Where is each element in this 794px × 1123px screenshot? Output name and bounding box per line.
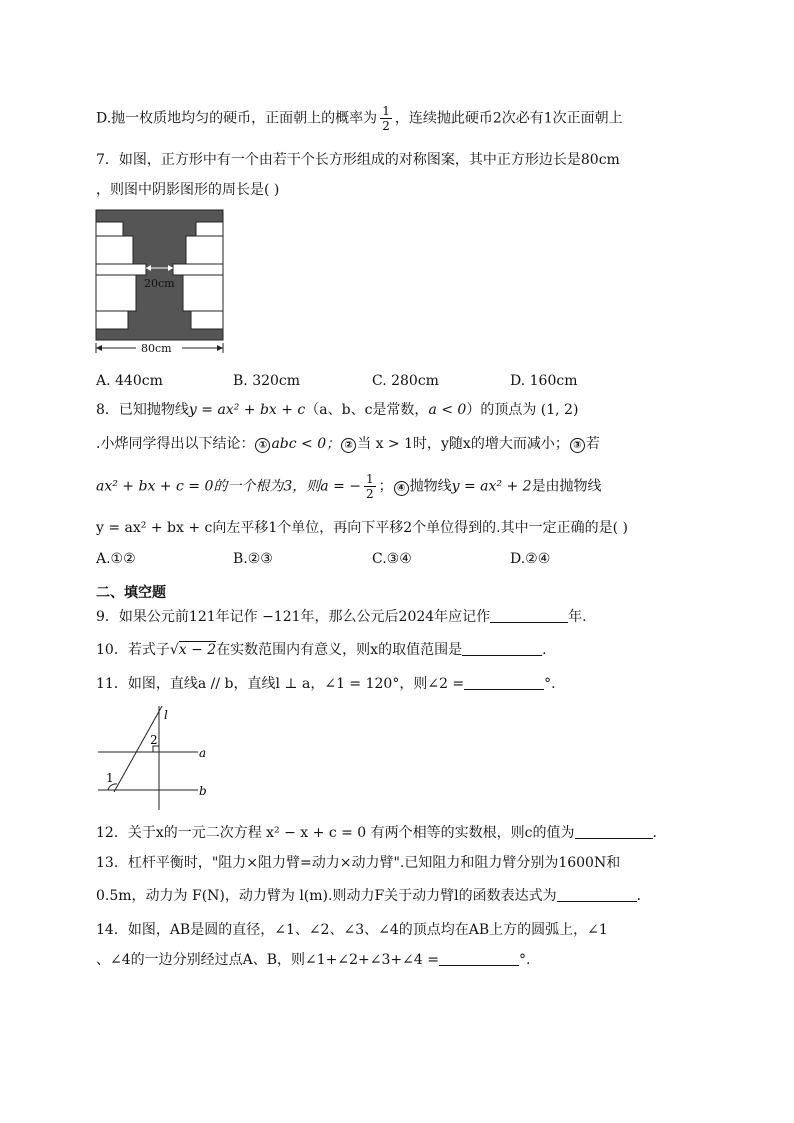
q13-answer-blank [557, 887, 637, 902]
q9-answer-blank [490, 608, 568, 623]
q8-option-b: B.②③ [233, 551, 273, 567]
q6-d-prefix: D.抛一枚质地均匀的硬币，正面朝上的概率为 [96, 110, 378, 127]
q13-line2: 0.5m，动力为 F(N)，动力臂为 l(m).则动力F关于动力臂l的函数表达式为 . [96, 888, 642, 904]
q7-option-a: A. 440cm [96, 373, 163, 389]
q8-fraction: $\frac{1}{2}$ [365, 472, 374, 501]
q6-d-suffix: ，连续抛此硬币2次必有1次正面朝上 [394, 110, 623, 127]
circled-4-icon: ④ [394, 481, 409, 496]
q9: 9．如果公元前121年记作 −121年，那么公元后2024年应记作 年. [96, 609, 587, 625]
circled-3-icon: ③ [570, 438, 585, 453]
q7-line2: ，则图中阴影图形的周长是( ) [96, 182, 280, 198]
q14-answer-blank [439, 951, 519, 966]
q12: 12．关于x的一元二次方程 x² − x + c = 0 有两个相等的实数根，则c的值为 . [96, 825, 657, 841]
q7-option-b: B. 320cm [233, 373, 301, 389]
sqrt-expression: √x − 2 [169, 642, 217, 658]
q7-label-80cm: 80cm [141, 342, 172, 355]
q13-line1: 13．杠杆平衡时，"阻力×阻力臂=动力×动力臂".已知阻力和阻力臂分别为1600N和 [96, 855, 621, 871]
q8-line4: y = ax² + bx + c向左平移1个单位，再向下平移2个单位得到的.其中一定正确的是( ) [96, 520, 628, 536]
q7-figure [94, 208, 234, 363]
q11-answer-blank [464, 675, 544, 690]
q12-answer-blank [575, 824, 653, 839]
q6-d-fraction: $\frac{1}{2}$ [382, 104, 390, 133]
q8-line2: .小烨同学得出以下结论： ① abc < 0； ② 当 x > 1时，y随x的增大而减小； ③ 若 [96, 436, 600, 452]
q11-label-1: 1 [106, 771, 114, 785]
q10: 10．若式子√x − 2在实数范围内有意义，则x的取值范围是 . [96, 642, 547, 658]
q8-line3: ax² + bx + c = 0的一个根为3，则a = − $\frac{1}{2}$ ； ④ 抛物线y = ax² + 2是由抛物线 [96, 472, 602, 501]
q11-figure [94, 702, 224, 812]
q8-line1: 8．已知抛物线y = ax² + bx + c（a、b、c是常数，a < 0）的顶点为 (1, 2) [96, 402, 579, 418]
q10-answer-blank [462, 641, 542, 656]
q11-label-2: 2 [150, 733, 158, 747]
q7-option-c: C. 280cm [372, 373, 439, 389]
q7-line1: 7．如图，正方形中有一个由若干个长方形组成的对称图案，其中正方形边长是80cm [96, 152, 620, 168]
q14-line1: 14．如图，AB是圆的直径，∠1、∠2、∠3、∠4的顶点均在AB上方的圆弧上，∠1 [96, 922, 608, 938]
q14-line2: 、∠4的一边分别经过点A、B，则∠1+∠2+∠3+∠4 = °. [96, 952, 531, 968]
section-title-fill-in: 二、填空题 [96, 585, 166, 601]
q7-label-20cm: 20cm [144, 277, 175, 290]
q11-label-a: a [199, 746, 207, 760]
q8-option-d: D.②④ [510, 551, 551, 567]
q7-option-d: D. 160cm [510, 373, 578, 389]
q6-option-d [96, 104, 623, 133]
circled-1-icon: ① [255, 438, 270, 453]
q8-option-c: C.③④ [372, 551, 412, 567]
q11-label-b: b [199, 784, 207, 798]
q11: 11．如图，直线a // b，直线l ⊥ a，∠1 = 120°，则∠2 = °. [96, 676, 556, 692]
circled-2-icon: ② [341, 438, 356, 453]
q8-option-a: A.①② [96, 551, 136, 567]
q11-label-l: l [164, 708, 168, 722]
